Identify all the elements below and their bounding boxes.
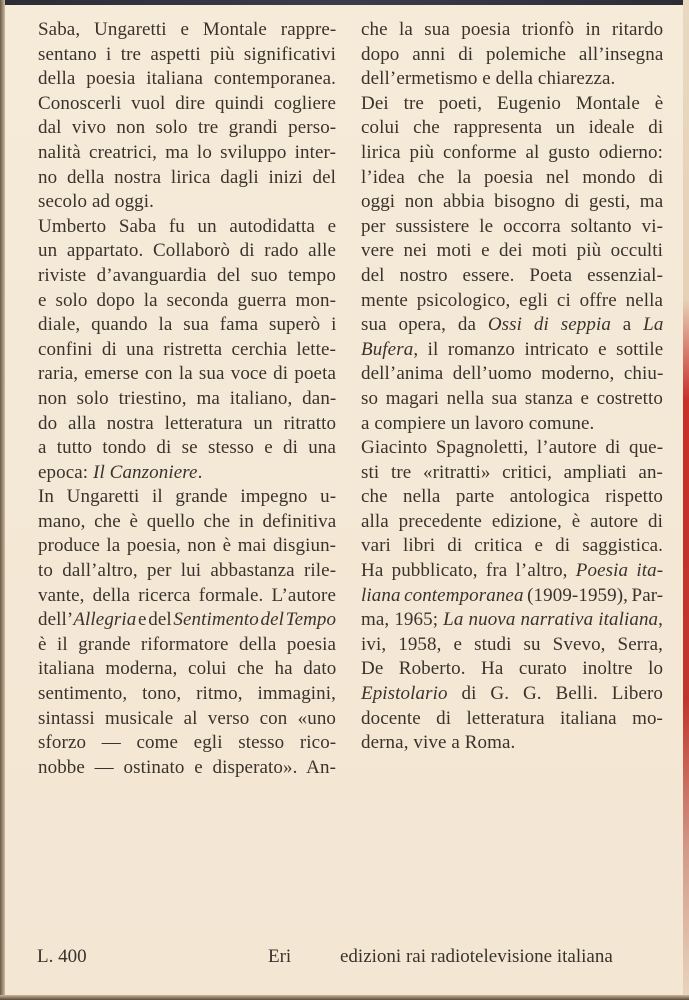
- text-line: [38, 264, 336, 289]
- text-segment: mano, che è quello che in definitiva: [38, 510, 337, 532]
- text-line: [361, 485, 663, 510]
- italic-title: Poesia ita-: [575, 560, 664, 582]
- italic-title: Il Canzoniere: [93, 461, 198, 483]
- text-segment: confini di una ristretta cerchia lette-: [38, 338, 336, 360]
- left-edge-shadow: [0, 0, 5, 1000]
- text-segment: raria, emerse con la sua voce di poeta: [38, 363, 336, 385]
- text-segment: colui che rappresenta un ideale di: [361, 117, 664, 139]
- text-line: [38, 707, 336, 732]
- text-line: [38, 338, 336, 363]
- text-segment: nalità creatrici, ma lo sviluppo inter-: [38, 141, 337, 163]
- text-segment: e solo dopo la seconda guerra mon-: [38, 289, 336, 311]
- text-line: [361, 584, 663, 609]
- text-line: [361, 387, 663, 412]
- spine-edge: [683, 0, 689, 1000]
- text-segment: , il romanzo intricato e sottile: [413, 338, 664, 360]
- text-segment: dell’: [38, 609, 74, 631]
- text-segment: sua opera, da: [361, 314, 488, 336]
- text-segment: sforzo — come egli stesso rico-: [38, 732, 337, 754]
- text-segment: oggi non abbia bisogno di gesti, ma: [361, 191, 664, 213]
- text-segment: mente psicologico, egli ci offre nella: [361, 289, 664, 311]
- text-line: [361, 731, 663, 756]
- italic-title: liana contemporanea: [361, 584, 524, 606]
- text-segment: .: [197, 461, 203, 483]
- text-line: [38, 485, 336, 510]
- text-line: [361, 362, 663, 387]
- text-line: [38, 731, 336, 756]
- text-line: [361, 608, 663, 633]
- text-line: [38, 608, 336, 633]
- text-line: [361, 338, 663, 363]
- text-segment: ,: [658, 609, 664, 631]
- text-segment: alla precedente edizione, è autore di: [361, 510, 663, 532]
- text-segment: a compiere un lavoro comune.: [361, 412, 595, 434]
- text-segment: In Ungaretti il grande impegno u-: [38, 486, 337, 508]
- text-line: [361, 510, 663, 535]
- text-segment: so magari nella sua stanza e costretto: [361, 387, 663, 409]
- text-line: [38, 584, 336, 609]
- text-line: [361, 461, 663, 486]
- top-edge-shadow: [0, 0, 689, 5]
- text-line: [38, 92, 336, 117]
- text-line: [38, 534, 336, 559]
- text-line: [361, 264, 663, 289]
- text-segment: vari libri di critica e di saggistica.: [361, 535, 663, 557]
- text-line: [361, 633, 663, 658]
- text-line: [38, 362, 336, 387]
- text-line: [361, 116, 663, 141]
- footer: [0, 946, 689, 974]
- text-line: [38, 43, 336, 68]
- text-segment: sintassi musicale al verso con «uno: [38, 707, 337, 729]
- text-line: [361, 92, 663, 117]
- text-segment: Saba, Ungaretti e Montale rappre-: [38, 19, 337, 40]
- text-segment: no della nostra lirica dagli inizi del: [38, 166, 336, 188]
- bottom-edge-shadow: [0, 995, 689, 1000]
- text-line: [361, 682, 663, 707]
- text-line: [38, 215, 336, 240]
- text-line: [361, 657, 663, 682]
- text-line: [38, 18, 336, 43]
- italic-title: Epistolario: [361, 683, 448, 705]
- text-segment: Conoscerli vuol dire quindi cogliere: [38, 92, 336, 114]
- text-line: [38, 166, 336, 191]
- text-segment: che la sua poesia trionfò in ritardo: [361, 19, 664, 40]
- text-line: [361, 67, 663, 92]
- text-segment: l’idea che la poesia nel mondo di: [361, 166, 664, 188]
- text-line: [38, 289, 336, 314]
- text-segment: a: [610, 314, 644, 336]
- italic-title: La: [643, 314, 664, 336]
- text-segment: dal vivo non solo tre grandi perso-: [38, 117, 337, 139]
- text-segment: non solo triestino, ma italiano, dan-: [38, 387, 337, 409]
- text-line: [38, 190, 336, 215]
- text-segment: di G. G. Belli. Libero: [447, 683, 663, 705]
- text-line: [38, 436, 336, 461]
- text-line: [38, 461, 336, 486]
- text-segment: vere nei moti e dei moti più occulti: [361, 240, 664, 262]
- text-segment: De Roberto. Ha curato inoltre lo: [361, 658, 664, 680]
- italic-title: Ossi di seppia: [487, 314, 611, 336]
- text-line: [361, 215, 663, 240]
- text-line: [361, 43, 663, 68]
- text-line: [361, 559, 663, 584]
- text-segment: Giacinto Spagnoletti, l’autore di que-: [361, 437, 664, 459]
- text-segment: dell’anima dell’uomo moderno, chiu-: [361, 363, 664, 385]
- text-segment: ivi, 1958, e studi su Svevo, Serra,: [361, 633, 663, 655]
- text-segment: dopo anni di polemiche all’insegna: [361, 43, 664, 65]
- text-line: [361, 141, 663, 166]
- text-line: [361, 289, 663, 314]
- text-segment: del nostro essere. Poeta essenzial-: [361, 264, 663, 286]
- text-line: [38, 313, 336, 338]
- italic-title: Bufera: [361, 338, 414, 360]
- text-segment: sentano i tre aspetti più significativi: [38, 43, 336, 65]
- text-segment: che nella parte antologica rispetto: [361, 486, 663, 508]
- text-segment: epoca:: [38, 461, 94, 483]
- text-segment: ma, 1965;: [361, 609, 444, 631]
- text-segment: lirica più conforme al gusto odierno:: [361, 141, 663, 163]
- text-line: [38, 559, 336, 584]
- text-segment: sentimento, tono, ritmo, immagini,: [38, 683, 336, 705]
- publisher-mark: Eri: [268, 946, 292, 967]
- text-line: [361, 18, 663, 43]
- text-segment: a tutto tondo di se stesso e di una: [38, 437, 336, 459]
- text-segment: nobbe — ostinato e disperato». An-: [38, 756, 336, 778]
- text-line: [361, 412, 663, 437]
- text-segment: vante, della ricerca formale. L’autore: [38, 584, 336, 606]
- text-line: [361, 436, 663, 461]
- text-line: [361, 707, 663, 732]
- text-segment: diale, quando la sua fama superò i: [38, 314, 337, 336]
- text-segment: e del: [136, 609, 174, 631]
- text-segment: derna, vive a Roma.: [361, 732, 516, 754]
- text-line: [38, 67, 336, 92]
- text-segment: produce la poesia, non è mai disgiun-: [38, 535, 337, 557]
- text-segment: secolo ad oggi.: [38, 191, 155, 213]
- text-line: [38, 116, 336, 141]
- text-line: [361, 239, 663, 264]
- right-text-column: [361, 18, 663, 756]
- text-segment: per sussistere le occorra soltanto vi-: [361, 215, 663, 237]
- text-segment: do alla nostra letteratura un ritratto: [38, 412, 337, 434]
- text-line: [38, 657, 336, 682]
- text-segment: docente di letteratura italiana mo-: [361, 707, 663, 729]
- text-segment: Dei tre poeti, Eugenio Montale è: [361, 92, 664, 114]
- text-line: [361, 534, 663, 559]
- text-line: [361, 190, 663, 215]
- text-segment: della poesia italiana contemporanea.: [38, 68, 337, 90]
- text-segment: riviste d’avanguardia del suo tempo: [38, 264, 336, 286]
- text-line: [38, 682, 336, 707]
- italic-title: Sentimento del Tempo: [173, 609, 337, 631]
- text-line: [38, 412, 336, 437]
- text-line: [361, 313, 663, 338]
- text-segment: è il grande riformatore della poesia: [38, 633, 337, 655]
- text-segment: Umberto Saba fu un autodidatta e: [38, 215, 337, 237]
- text-segment: to dall’altro, per lui abbastanza rile-: [38, 560, 337, 582]
- italic-title: Allegria: [73, 609, 137, 631]
- text-segment: sti tre «ritratti» critici, ampliati an-: [361, 461, 663, 483]
- text-segment: dell’ermetismo e della chiarezza.: [361, 68, 616, 90]
- text-segment: (1909-1959), Par-: [523, 584, 664, 606]
- left-text-column: [38, 18, 336, 780]
- text-segment: un appartato. Collaborò di rado alle: [38, 240, 336, 262]
- text-segment: italiana moderna, colui che ha dato: [38, 658, 337, 680]
- text-line: [38, 387, 336, 412]
- text-line: [38, 510, 336, 535]
- italic-title: La nuova narrativa italiana: [443, 609, 659, 631]
- price-label: L. 400: [37, 946, 87, 967]
- text-line: [38, 141, 336, 166]
- text-segment: Ha pubblicato, fra l’altro,: [361, 560, 576, 582]
- text-line: [38, 756, 336, 781]
- text-line: [361, 166, 663, 191]
- text-line: [38, 633, 336, 658]
- publisher-name: edizioni rai radiotelevisione italiana: [340, 946, 613, 967]
- text-line: [38, 239, 336, 264]
